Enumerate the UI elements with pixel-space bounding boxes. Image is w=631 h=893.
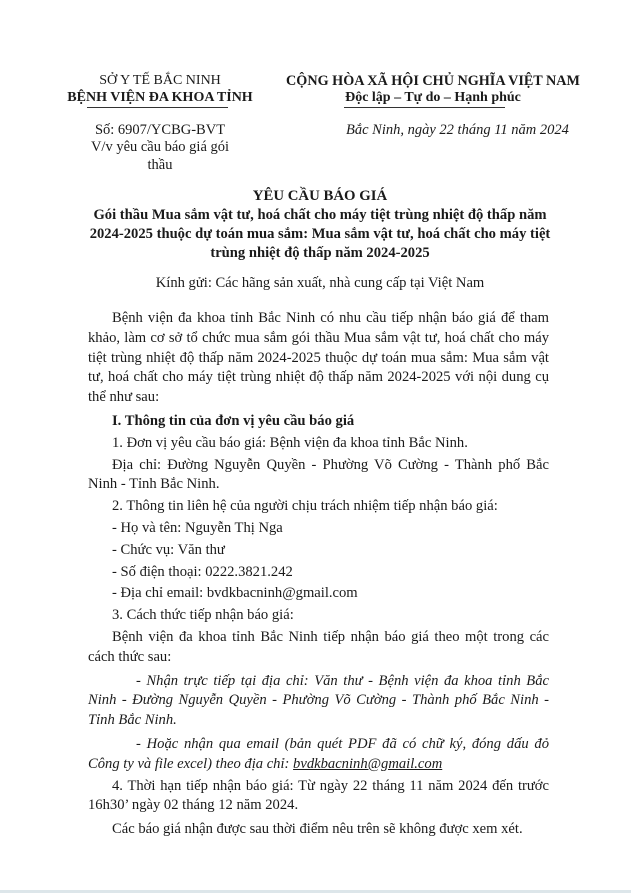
section-1-heading: I. Thông tin của đơn vị yêu cầu báo giá	[112, 412, 355, 429]
receiving-method-direct: - Nhận trực tiếp tại địa chỉ: Văn thư - Bệnh viện đa khoa tỉnh Bắc Ninh - Đường Nguyễn Quyền - Phường Võ Cường - Thành phố Bắc Ninh - Tỉnh Bắc Ninh.	[88, 672, 549, 729]
receiving-method-email-text: - Hoặc nhận qua email (bản quét PDF đã có chữ ký, đóng dấu đỏ Công ty và file excel) theo địa chỉ:	[88, 735, 549, 772]
recipient-line: Kính gửi: Các hãng sản xuất, nhà cung cấp tại Việt Nam	[155, 275, 485, 291]
requesting-unit: 1. Đơn vị yêu cầu báo giá: Bệnh viện đa khoa tỉnh Bắc Ninh.	[112, 434, 468, 451]
document-subtitle-line-1: Gói thầu Mua sắm vật tư, hoá chất cho máy tiệt trùng nhiệt độ thấp năm	[93, 207, 547, 223]
agency-name: SỞ Y TẾ BẮC NINH	[99, 73, 221, 88]
hospital-underline	[87, 107, 228, 108]
receiving-method-email	[88, 735, 549, 775]
nation-title: CỘNG HÒA XÃ HỘI CHỦ NGHĨA VIỆT NAM	[286, 73, 580, 89]
contact-info-heading: 2. Thông tin liên hệ của người chịu trách nhiệm tiếp nhận báo giá:	[112, 498, 498, 515]
contact-email: - Địa chỉ email: bvdkbacninh@gmail.com	[112, 585, 358, 602]
contact-name: - Họ và tên: Nguyễn Thị Nga	[112, 519, 283, 536]
national-motto: Độc lập – Tự do – Hạnh phúc	[345, 90, 521, 105]
receiving-method-heading: 3. Cách thức tiếp nhận báo giá:	[112, 607, 294, 624]
document-subtitle-line-2: 2024-2025 thuộc dự toán mua sắm: Mua sắm vật tư, hoá chất cho máy tiệt	[89, 226, 551, 242]
receiving-deadline: 4. Thời hạn tiếp nhận báo giá: Từ ngày 22 tháng 11 năm 2024 đến trước 16h30’ ngày 02 tháng 12 năm 2024.	[88, 777, 549, 814]
document-number: Số: 6907/YCBG-BVT	[94, 122, 226, 138]
motto-underline	[344, 107, 505, 108]
document-title: YÊU CẦU BÁO GIÁ	[252, 188, 388, 204]
document-date: Bắc Ninh, ngày 22 tháng 11 năm 2024	[346, 122, 569, 138]
document-subtitle-line-3: trùng nhiệt độ thấp năm 2024-2025	[210, 245, 430, 261]
subject-line-1: V/v yêu cầu báo giá gói	[90, 139, 230, 155]
document-body	[88, 309, 549, 840]
intro-paragraph: Bệnh viện đa khoa tỉnh Bắc Ninh có nhu cầu tiếp nhận báo giá để tham khảo, làm cơ sở tổ chức mua sắm gói thầu Mua sắm vật tư, hoá chất cho máy tiệt trùng nhiệt độ thấp năm 2024-2025 thuộc dự toán mua sắm: Mua sắm vật tư, hoá chất cho máy tiệt trùng nhiệt độ thấp năm 2024-2025 với nội dung cụ thể như sau:	[88, 310, 549, 406]
receiving-method-description: Bệnh viện đa khoa tỉnh Bắc Ninh tiếp nhận báo giá theo một trong các cách thức sau:	[88, 628, 549, 665]
receiving-email-link[interactable]: bvdkbacninh@gmail.com	[293, 755, 443, 772]
subject-line-2: thầu	[147, 157, 173, 173]
contact-position: - Chức vụ: Văn thư	[112, 541, 225, 558]
contact-phone: - Số điện thoại: 0222.3821.242	[112, 563, 293, 580]
requesting-unit-address: Địa chỉ: Đường Nguyễn Quyền - Phường Võ Cường - Thành phố Bắc Ninh - Tỉnh Bắc Ninh.	[88, 456, 549, 493]
late-submission-note: Các báo giá nhận được sau thời điểm nêu trên sẽ không được xem xét.	[112, 821, 523, 838]
hospital-name: BỆNH VIỆN ĐA KHOA TỈNH	[67, 90, 253, 105]
